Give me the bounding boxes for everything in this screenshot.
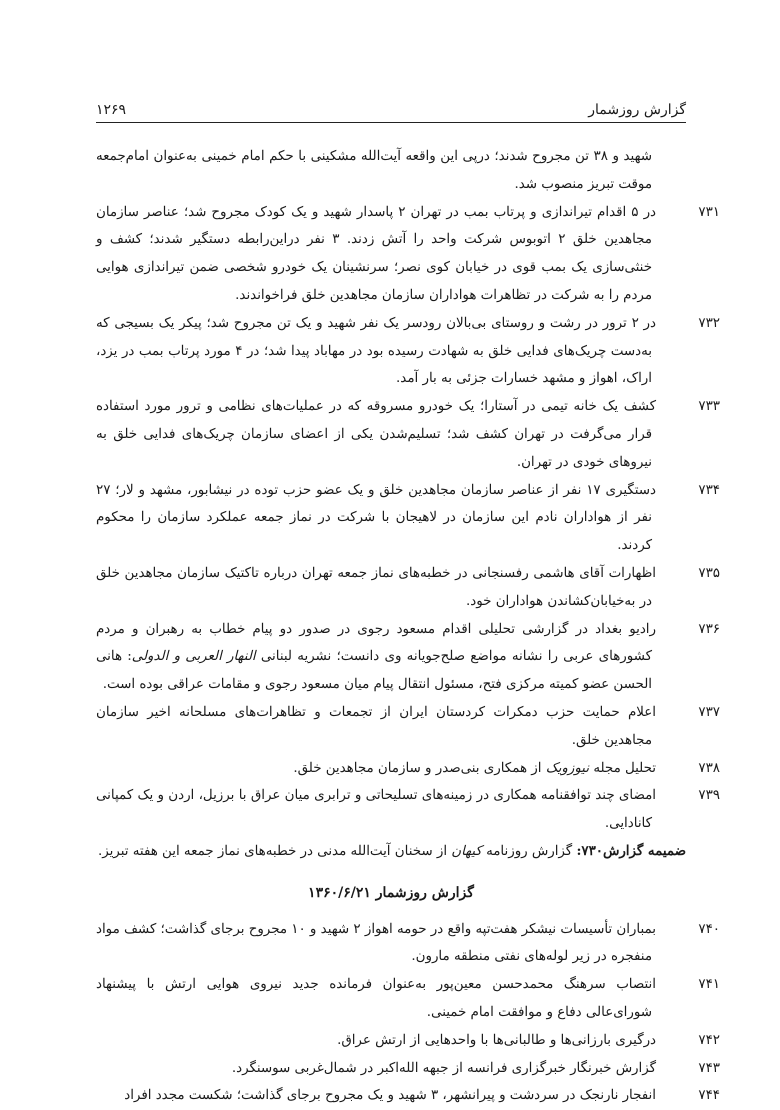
entry-text-continued: : هانی الحسن عضو کمیته مرکزی فتح، مسئول انتقال پیام میان مسعود رجوی و مقامات عراقی بوده است. (96, 649, 652, 693)
entry-number: ۷۳۵ (698, 565, 720, 581)
entry-732 (96, 310, 720, 393)
entry-number: ۷۳۴ (698, 482, 720, 498)
entry-text: امضای چند توافقنامه همکاری در زمینه‌های تسلیحاتی و ترابری میان عراق با برزیل، اردن و یک کمپانی کانادایی. (96, 788, 656, 832)
appendix-label: ضمیمه گزارش۷۳۰: (576, 842, 686, 859)
entry-737 (96, 699, 720, 755)
page-header (96, 92, 686, 118)
entry-text: اظهارات آقای هاشمی رفسنجانی در خطبه‌های نماز جمعه تهران درباره تاکتیک سازمان مجاهدین خلق در به‌خیابان‌کشاندن هواداران خود. (96, 565, 656, 609)
entry-text-continued: از همکاری بنی‌صدر و سازمان مجاهدین خلق. (293, 760, 546, 776)
entry-number: ۷۴۴ (698, 1088, 720, 1104)
entry-text: اعلام حمایت حزب دمکرات کردستان ایران از تجمعات و تظاهرات‌های مسلحانه اخیر سازمان مجاهدین خلق. (96, 704, 656, 748)
running-title: گزارش روزشمار (588, 102, 686, 118)
entry-744 (96, 1082, 720, 1110)
entry-text: درگیری بارزانی‌ها و طالبانی‌ها با واحدهایی از ارتش عراق. (337, 1032, 656, 1048)
entry-740 (96, 916, 720, 972)
entry-number: ۷۳۱ (698, 204, 720, 220)
entry-text: گزارش خبرنگار خبرگزاری فرانسه از جبهه الله‌اکبر در شمال‌غربی سوسنگرد. (231, 1060, 656, 1076)
entry-text: تحلیل مجله (589, 760, 656, 776)
entry-number: ۷۳۸ (698, 760, 720, 776)
continued-paragraph: شهید و ۳۸ تن مجروح شدند؛ درپی این واقعه آیت‌الله مشکینی با حکم امام خمینی به‌عنوان امام‌جمعه موقت تبریز منصوب شد. (96, 149, 652, 192)
entry-741 (96, 971, 720, 1027)
entry-738 (96, 755, 720, 783)
entry-733 (96, 393, 720, 476)
publication-title: کیهان (451, 843, 482, 859)
entry-text: در ۲ ترور در رشت و روستای بی‌بالان رودسر یک نفر شهید و یک تن مجروح شد؛ پیکر یک بسیجی که به‌دست چریک‌های فدایی خلق به شهادت رسیده بود در مهاباد پیدا شد؛ در ۴ مورد پرتاب بمب در یزد، اراک، اهواز و مشهد خسارات جزئی به بار آمد. (96, 315, 656, 387)
entry-number: ۷۳۲ (698, 315, 720, 331)
entry-text: کشف یک خانه تیمی در آستارا؛ یک خودرو مسروقه که در عملیات‌های نظامی و ترور مورد استفاده قرار می‌گرفت در تهران کشف شد؛ تسلیم‌شدن یکی از اعضای سازمان چریک‌های فدایی خلق به نیروهای خودی در تهران. (96, 399, 656, 470)
entry-number: ۷۳۹ (698, 788, 720, 804)
entry-text: انتصاب سرهنگ محمدحسن معین‌پور به‌عنوان فرمانده جدید نیروی هوایی ارتش با پیشنهاد شورای‌عالی دفاع و موافقت امام خمینی. (96, 977, 656, 1020)
entry-number: ۷۳۶ (698, 621, 720, 637)
entry-number: ۷۴۲ (698, 1032, 720, 1048)
entry-742 (96, 1027, 720, 1055)
publication-title: نیوزویک (545, 760, 590, 776)
entry-text: دستگیری ۱۷ نفر از عناصر سازمان مجاهدین خلق و یک عضو حزب توده در نیشابور، مشهد و لار؛ ۲۷ نفر از هواداران نادم این سازمان در لاهیجان با شرکت در نماز جمعه عملکرد سازمان را محکوم کردند. (96, 482, 656, 554)
appendix-note (96, 838, 686, 866)
page-number: ۱۲۶۹ (96, 102, 127, 118)
entry-text: انفجار نارنجک در سردشت و پیرانشهر، ۳ شهید و یک مجروح برجای گذاشت؛ شکست مجدد افراد (124, 1088, 656, 1104)
header-rule (96, 122, 686, 123)
entry-734 (96, 477, 720, 560)
entry-number: ۷۳۷ (698, 704, 720, 720)
entry-739 (96, 782, 720, 838)
publication-title: النهار العربی و الدولی (131, 649, 256, 665)
entry-number: ۷۴۳ (698, 1060, 720, 1076)
entry-text: رادیو بغداد در گزارشی تحلیلی اقدام مسعود رجوی در صدور دو پیام خطاب به رهبران و مردم کشورهای عربی را نشانه مواضع صلح‌جویانه وی دانست؛ نشریه لبنانی (96, 621, 656, 665)
entry-text: در ۵ اقدام تیراندازی و پرتاب بمب در تهران ۲ پاسدار شهید و یک کودک مجروح شد؛ عناصر سازمان مجاهدین خلق ۲ اتوبوس شرکت واحد را آتش زدند. ۳ نفر دراین‌رابطه دستگیر شدند؛ کشف و خنثی‌سازی یک بمب قوی در خیابان کوی نصر؛ سرنشینان یک خودرو شخصی ضمن تیراندازی هوایی مردم را به شرکت در تظاهرات هواداران سازمان مجاهدین خلق فراخواندند. (96, 204, 656, 303)
entry-number: ۷۴۱ (698, 977, 720, 993)
appendix-text: گزارش روزنامه (481, 843, 577, 859)
entry-text: بمباران تأسیسات نیشکر هفت‌تپه واقع در حومه اهواز ۲ شهید و ۱۰ مجروح برجای گذاشت؛ کشف مواد منفجره در زیر لوله‌های نفتی منطقه مارون. (96, 921, 656, 965)
appendix-text-continued: از سخنان آیت‌الله مدنی در خطبه‌های نماز جمعه این هفته تبریز. (97, 843, 452, 859)
entry-number: ۷۴۰ (698, 921, 720, 937)
page-body (96, 143, 720, 1110)
section-heading: گزارش روزشمار ۱۳۶۰/۶/۲۱ (308, 884, 474, 901)
entry-731 (96, 199, 720, 310)
entry-number: ۷۳۳ (698, 399, 720, 415)
entry-736 (96, 616, 720, 699)
entry-743 (96, 1055, 720, 1083)
entry-735 (96, 560, 720, 616)
